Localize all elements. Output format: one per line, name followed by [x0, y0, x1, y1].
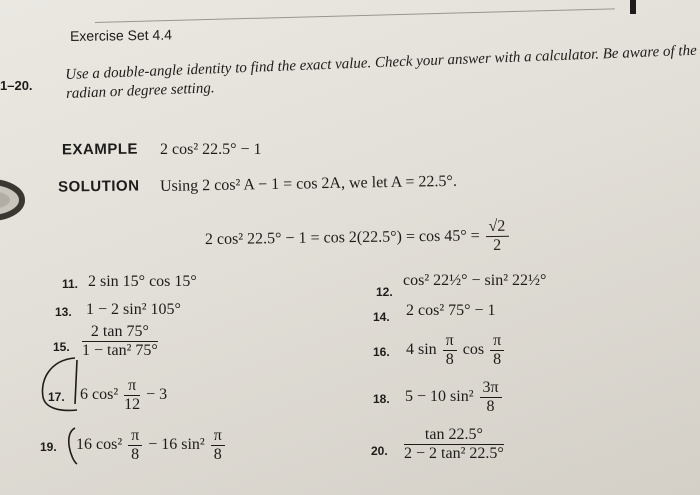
solution-equation	[205, 218, 511, 259]
exercise-19-lead: 16 cos²	[76, 436, 123, 454]
exercise-17-lead: 6 cos²	[80, 386, 119, 404]
exercise-17-f-den: 12	[124, 396, 141, 413]
divider	[95, 8, 615, 23]
exercise-15-number: 15.	[53, 340, 70, 354]
exercise-16-mid: cos	[462, 341, 485, 359]
exercise-14-number: 14.	[373, 310, 390, 324]
exercise-19-f1-num: π	[128, 427, 142, 446]
page-mark	[630, 0, 636, 14]
exercise-18-fraction	[480, 379, 502, 416]
exercise-16-f2-den: 8	[493, 351, 502, 368]
exercise-20	[402, 426, 506, 463]
exercise-16-fraction-1	[443, 332, 457, 369]
exercise-16-lead: 4 sin	[406, 341, 437, 359]
result-denominator: 2	[493, 236, 502, 254]
exercise-20-number: 20.	[371, 444, 388, 458]
exercise-16-number: 16.	[373, 345, 390, 359]
exercise-13-number: 13.	[55, 305, 72, 319]
example-label: EXAMPLE	[61, 140, 139, 159]
exercise-range: 1–20.	[0, 78, 33, 93]
solution-text: Using 2 cos² A − 1 = cos 2A, we let A = 22.5°.	[159, 172, 458, 195]
exercise-18-f-den: 8	[486, 398, 495, 415]
exercise-16-fraction-2	[490, 332, 504, 369]
exercise-13: 1 − 2 sin² 105°	[86, 301, 181, 318]
exercise-12: cos² 22½° − sin² 22½°	[403, 272, 547, 289]
exercise-17-number: 17.	[48, 390, 65, 404]
exercise-19-mid: − 16 sin²	[148, 436, 205, 454]
solution-label: SOLUTION	[57, 177, 140, 196]
exercise-20-denominator: 2 − 2 tan² 22.5°	[404, 445, 504, 462]
exercise-19-fraction-2	[211, 427, 225, 464]
exercise-16-f1-den: 8	[445, 351, 454, 368]
exercise-19-f2-num: π	[211, 427, 225, 446]
binder-ring	[0, 170, 30, 230]
exercise-11: 2 sin 15° cos 15°	[88, 273, 197, 290]
exercise-16-f2-num: π	[490, 332, 504, 351]
exercise-19-f1-den: 8	[131, 446, 140, 463]
solution-equation-text: 2 cos² 22.5° − 1 = cos 2(22.5°) = cos 45° =	[204, 227, 480, 249]
exercise-16-f1-num: π	[443, 332, 457, 351]
exercise-11-number: 11.	[62, 277, 79, 291]
example-expression: 2 cos² 22.5° − 1	[160, 141, 262, 158]
exercise-set-title: Exercise Set 4.4	[69, 26, 173, 44]
exercise-19-f2-den: 8	[213, 446, 222, 463]
exercise-18-f-num: 3π	[480, 379, 502, 398]
result-numerator: √2	[485, 218, 508, 237]
solution-result	[485, 218, 508, 255]
exercise-20-numerator: tan 22.5°	[404, 426, 504, 445]
exercise-20-fraction	[404, 426, 504, 463]
exercise-17-tail: − 3	[146, 386, 168, 404]
instructions: Use a double-angle identity to find the exact value. Check your answer with a calculator. Be aware of the radian or degree setting.	[65, 42, 697, 102]
exercise-18	[405, 379, 504, 416]
exercise-17-f-num: π	[124, 377, 140, 396]
exercise-18-lead: 5 − 10 sin²	[405, 388, 474, 406]
exercise-18-number: 18.	[373, 392, 390, 406]
handwritten-marks	[35, 352, 185, 482]
exercise-14: 2 cos² 75° − 1	[406, 302, 496, 319]
exercise-12-number: 12.	[376, 285, 393, 299]
exercise-15-numerator: 2 tan 75°	[82, 323, 158, 342]
exercise-15-denominator: 1 − tan² 75°	[82, 342, 158, 359]
exercise-16	[406, 332, 506, 369]
exercise-19-number: 19.	[40, 440, 57, 454]
